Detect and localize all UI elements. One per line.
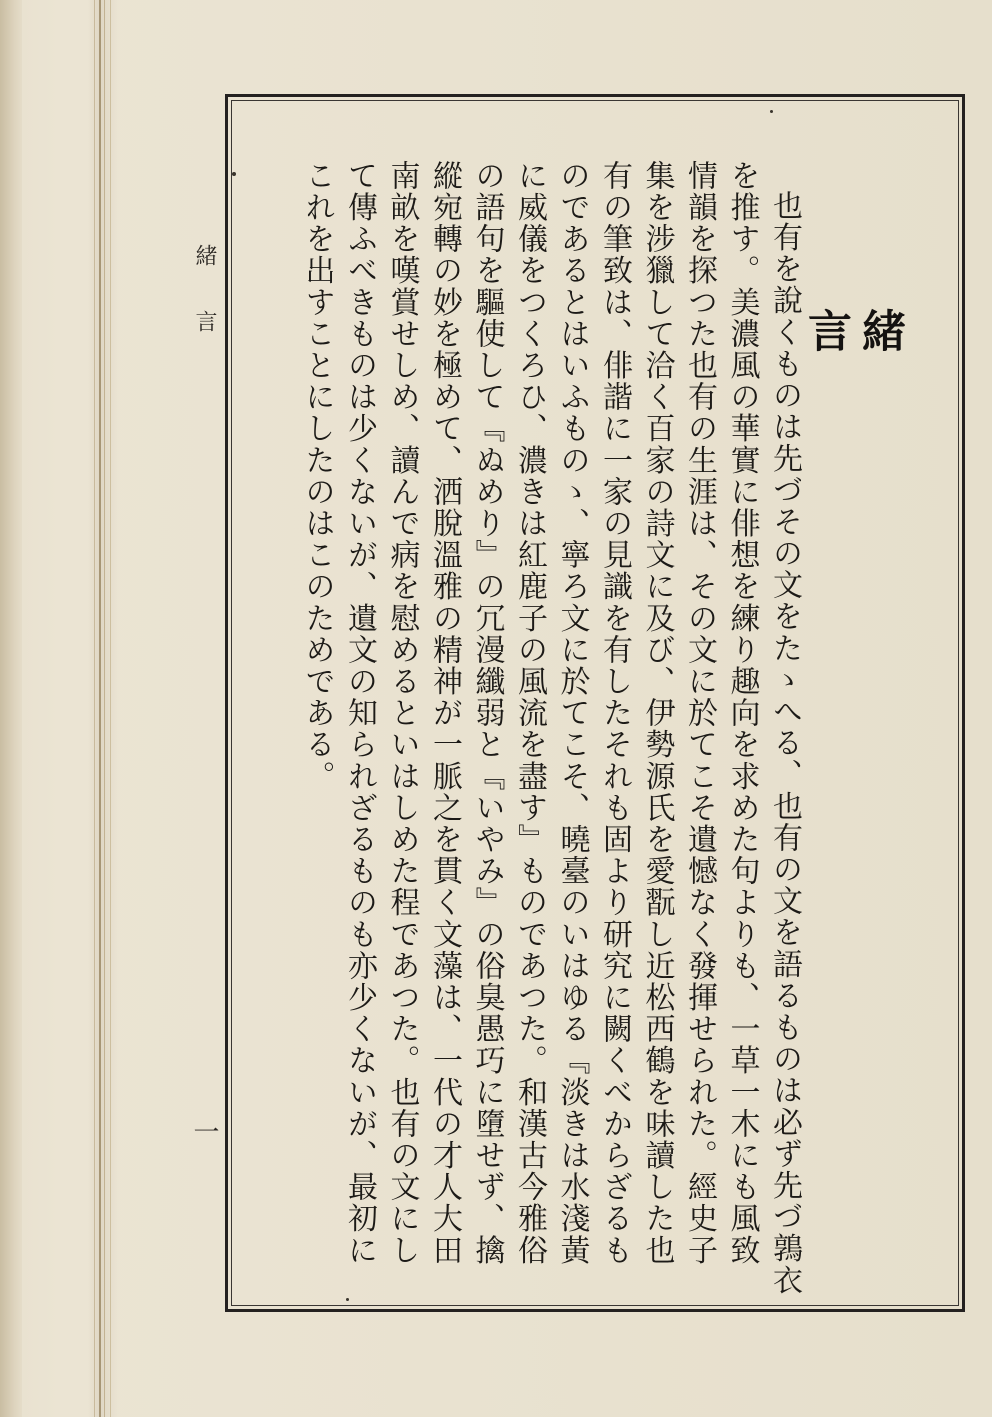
binding-gutter [0, 0, 22, 1417]
page-edge-line [99, 0, 101, 1417]
body-paragraph: 也有を說くものは先づその文をたゝへる、也有の文を語るものは必ず先づ鶉衣を推す。美濃風の華實に俳想を練り趣向を求めた句よりも、一草一木にも風致情韻を探つた也有の生涯は、その文に於てこそ遺憾なく發揮せられた。經史子集を涉獵して洽く百家の詩文に及び、伊勢源氏を愛翫し近松西鶴を味讀した也有の筆致は、俳諧に一家の見識を有したそれも固より研究に闕くべからざるものであるとはいふものゝ、寧ろ文に於てこそ、曉臺のいはゆる『淡きは水淺黃に威儀をつくろひ、濃きは紅鹿子の風流を盡す』ものであつた。和漢古今雅俗の語句を驅使して『ぬめり』の冗漫纖弱と『いやみ』の俗臭愚巧に墮せず、擒縱宛轉の妙を極めて、洒脫溫雅の精神が一脈之を貫く文藻は、一代の才人大田南畝を嘆賞せしめ、讀んで病を慰めるといはしめた程であつた。也有の文にして傳ふべきものは少くないが、遺文の知られざるものも亦少くないが、最初にこれを出すことにしたのはこのためである。 [299, 160, 802, 1296]
page-edge-line [110, 0, 111, 1417]
page-number: 一 [189, 1118, 219, 1144]
page-edge-line [104, 0, 105, 1417]
body-text-area [245, 160, 805, 1296]
paper-speck [232, 172, 236, 176]
paper-speck [346, 1298, 349, 1301]
section-heading: 緒言 [800, 308, 905, 414]
running-head: 緒言 [192, 244, 217, 376]
paper-speck [770, 110, 773, 113]
page-edge-shadow [88, 0, 118, 1417]
page-edge-line [94, 0, 95, 1417]
